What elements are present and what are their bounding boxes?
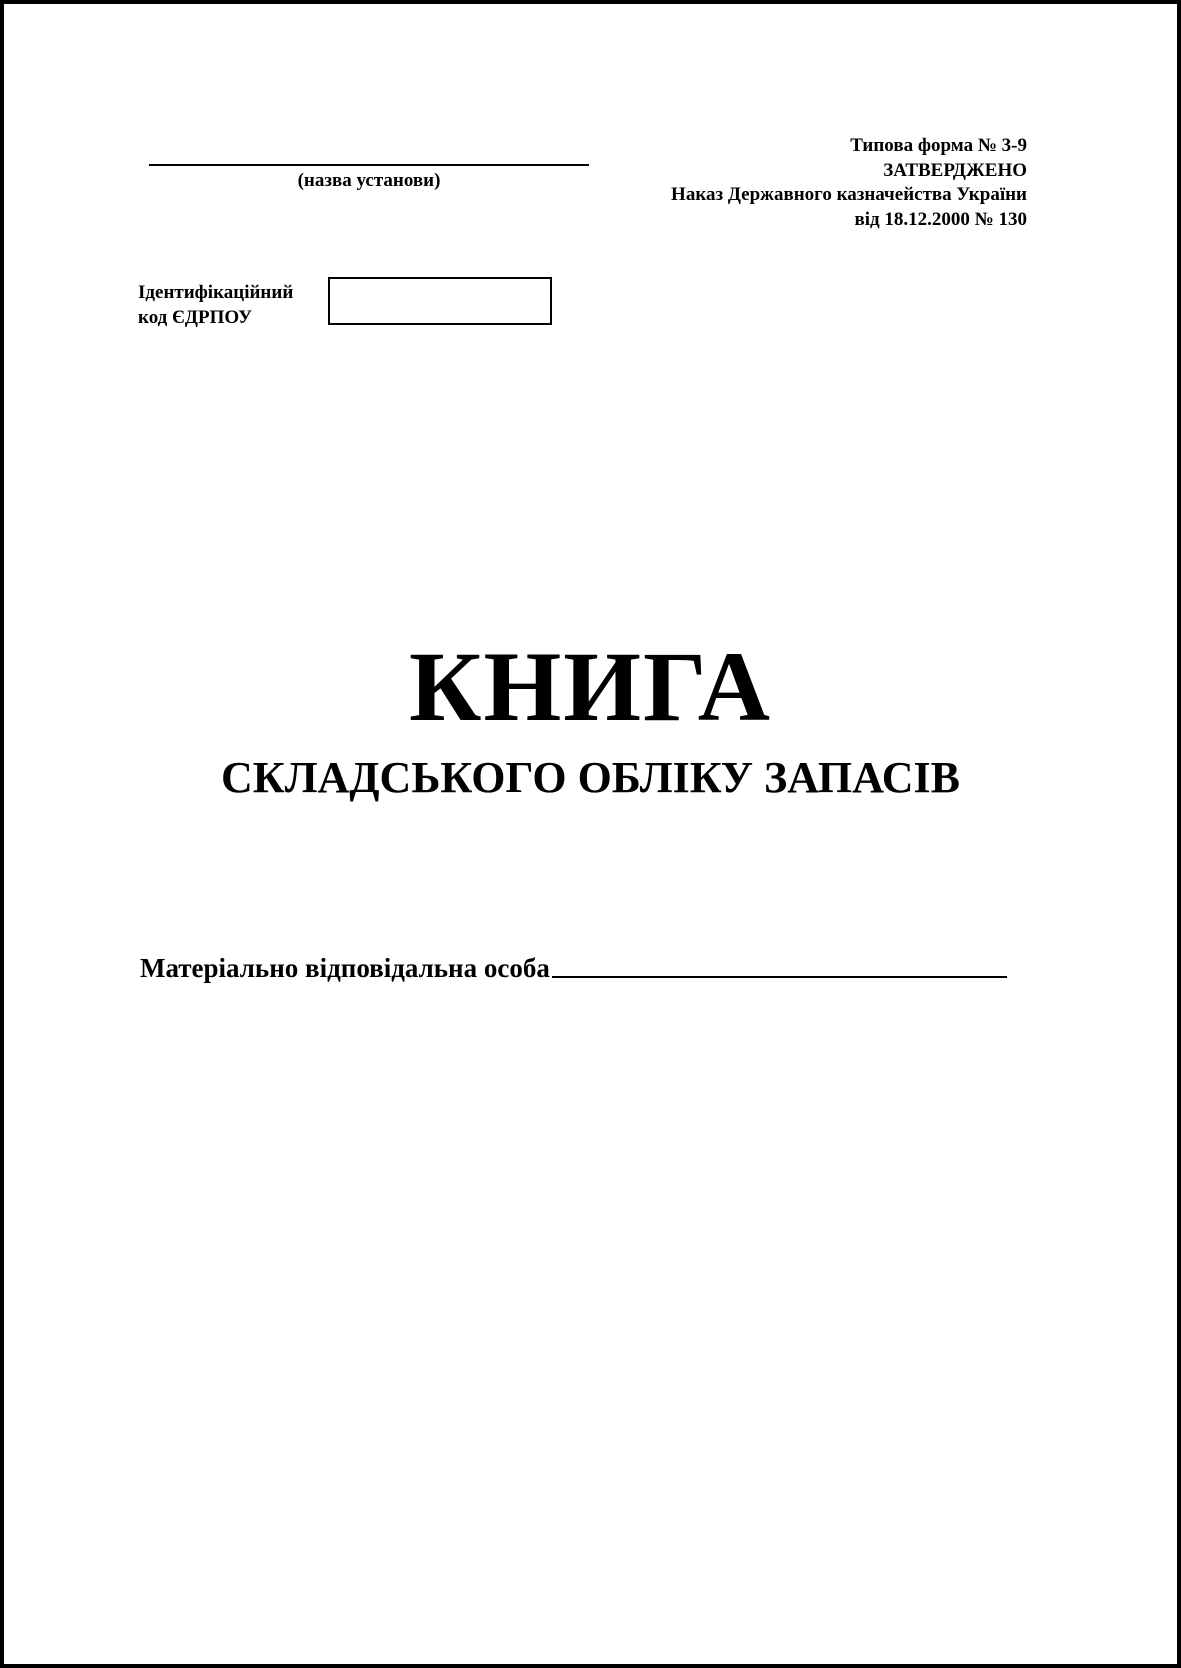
approval-date: від 18.12.2000 № 130 bbox=[854, 208, 1027, 230]
organization-name-field[interactable] bbox=[149, 164, 589, 166]
approval-order: Наказ Державного казначейства України bbox=[671, 184, 1027, 205]
approved-stamp-text: ЗАТВЕРДЖЕНО bbox=[883, 159, 1027, 181]
approval-block bbox=[671, 134, 1027, 232]
responsible-person-label: Матеріально відповідальна особа bbox=[140, 953, 550, 983]
book-title: КНИГА bbox=[408, 631, 773, 742]
edrpou-label bbox=[138, 280, 318, 330]
form-number: Типова форма № 3-9 bbox=[850, 135, 1027, 156]
book-subtitle: СКЛАДСЬКОГО ОБЛІКУ ЗАПАСІВ bbox=[221, 753, 960, 802]
edrpou-label-line2: код ЄДРПОУ bbox=[138, 307, 253, 328]
edrpou-label-line1: Ідентифікаційний bbox=[138, 282, 294, 303]
responsible-person-field[interactable] bbox=[552, 976, 1007, 978]
organization-name-caption: (назва установи) bbox=[297, 170, 441, 191]
responsible-person-row bbox=[140, 952, 1007, 984]
organization-name-block bbox=[149, 164, 589, 192]
edrpou-code-field[interactable] bbox=[328, 277, 552, 325]
